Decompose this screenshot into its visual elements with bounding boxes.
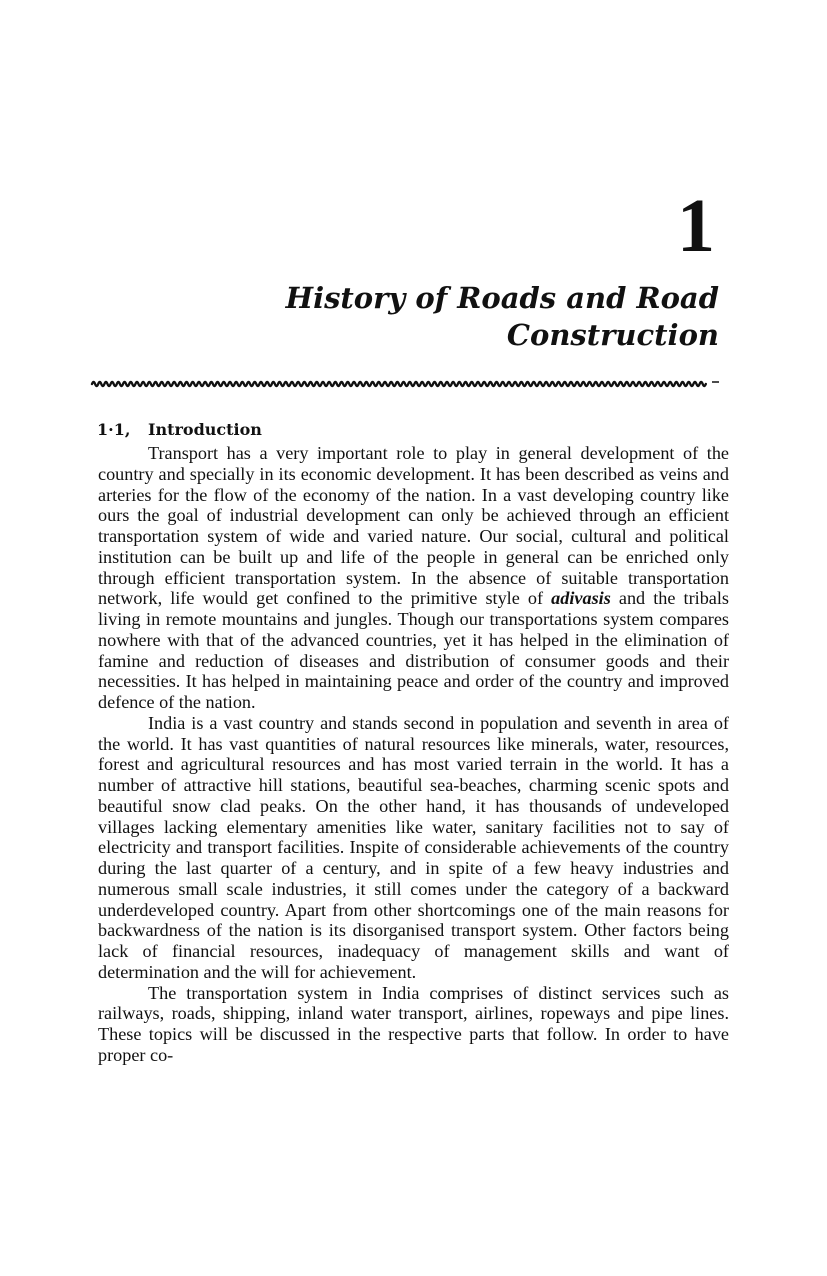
paragraph-1-part-a: Transport has a very important role to play in general development of the country and specially in its economic development. It has been described as veins and arteries for the flow of the economy of the nation. In a vast developing country like ours the goal of industrial development can only be achieved through an efficient transportation system of wide and varied nature. Our social, cultural and political institution can be built up and life of the people in general can be enriched only through efficient transportation system. In the absence of suitable transportation network, life would get confined to the primitive style of [98, 443, 729, 609]
section-title: Introduction [147, 420, 262, 439]
paragraph-2: India is a vast country and stands second in population and seventh in area of the world. It has vast quantities of natural resources like minerals, water, resources, forest and agricultural resources and has most varied terrain in the world. It has a number of attractive hill stations, beautiful sea-beaches, charming scenic spots and beautiful snow clad peaks. On the other hand, it has thousands of undeveloped villages lacking elementary amenities like water, sanitary facilities not to say of electricity and transport facilities. Inspite of considerable achievements of the country during the last quarter of a century, and in spite of a few heavy industries and numerous small scale industries, it still comes under the category of a backward underdeveloped country. Apart from other shortcomings one of the main reasons for backwardness of the nation is its disorganised transport system. Other factors being lack of financial resources, inadequacy of management skills and want of determination and the will for achievement. [98, 712, 729, 982]
section-heading [97, 420, 262, 440]
body-text [98, 443, 729, 1066]
chapter-title-line-1: History of Roads and Road [285, 281, 719, 315]
paragraph-1 [98, 443, 729, 713]
chapter-number: 1 [677, 184, 715, 268]
section-number: 1·1, [97, 420, 131, 439]
chapter-title [199, 280, 719, 354]
decorative-wavy-rule [90, 377, 720, 391]
chapter-title-line-2: Construction [506, 318, 719, 352]
paragraph-3: The transportation system in India comprises of distinct services such as railways, roads, shipping, inland water transport, airlines, ropeways and pipe lines. These topics will be discussed in the respective parts that follow. In order to have proper co- [98, 982, 729, 1065]
emphasis-adivasis: adivasis [551, 588, 611, 609]
paragraph-1-part-b: and the tribals living in remote mountains and jungles. Though our transportations system compares nowhere with that of the advanced countries, yet it has helped in the elimination of famine and reduction of diseases and distribution of consumer goods and their necessities. It has helped in maintaining peace and order of the country and improved defence of the nation. [98, 588, 729, 712]
